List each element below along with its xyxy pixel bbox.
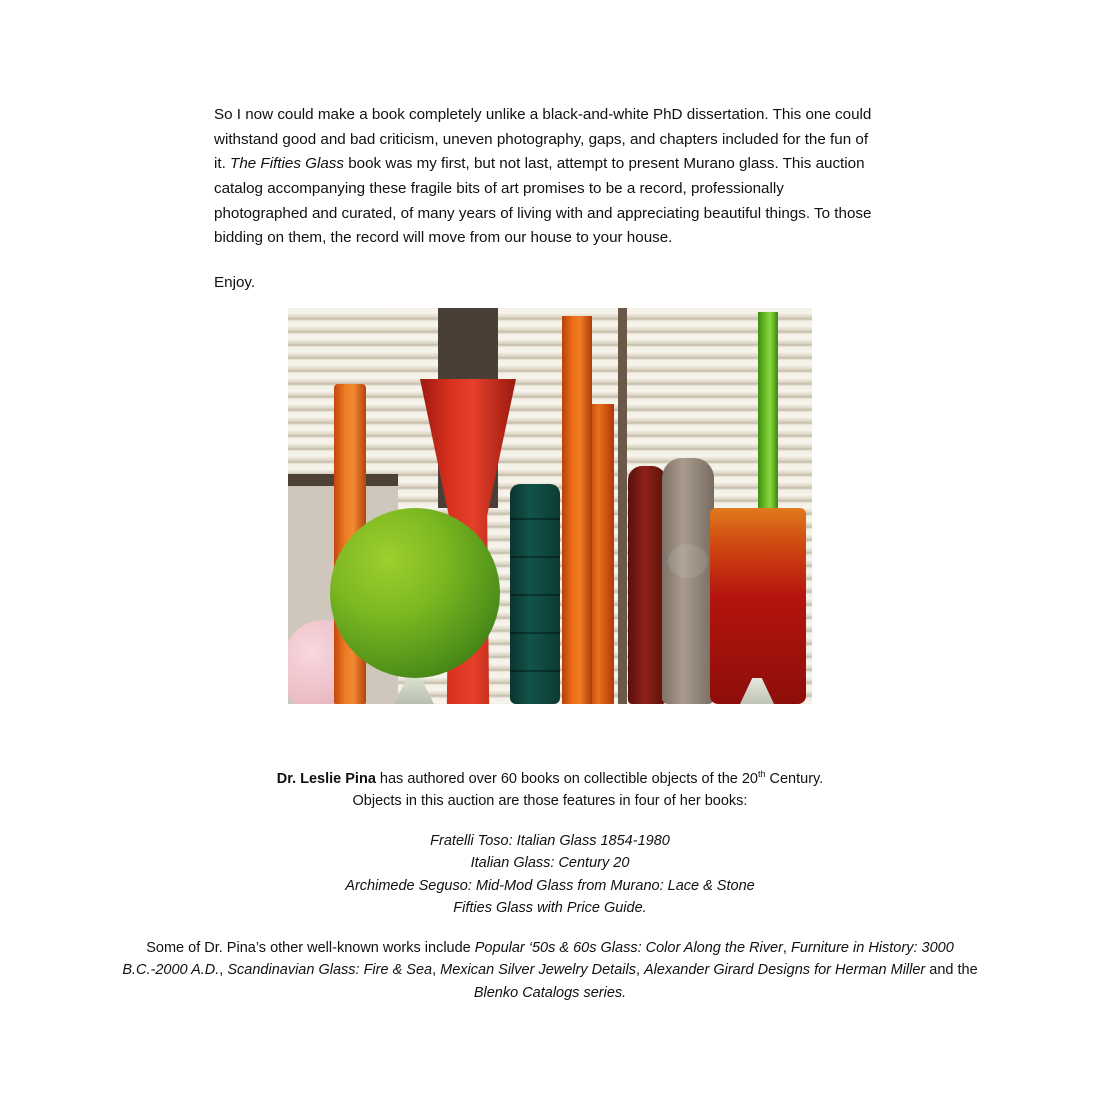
book-title-3: Archimede Seguso: Mid-Mod Glass from Murano: Lace & Stone (345, 877, 755, 894)
author-block (120, 768, 980, 813)
author-line (120, 768, 980, 790)
other-work-title-5: Alexander Girard Designs for Herman Miller (644, 962, 926, 979)
body-text-block (214, 88, 878, 311)
author-line-rest: has authored over 60 books on collectible objects of the 20 (375, 771, 758, 787)
teal-ribbed-vase (510, 484, 560, 704)
paragraph-intro (214, 103, 878, 251)
other-work-title-1: Popular ‘50s & 60s Glass: Color Along the River (474, 939, 783, 956)
green-glass-sphere (330, 508, 500, 678)
author-line-end: Century. (765, 771, 824, 787)
author-name: Dr. Leslie Pina (276, 771, 376, 787)
objects-line: Objects in this auction are those features in four of her books: (352, 793, 748, 810)
other-works-tail: series. (579, 984, 627, 1001)
other-works-sep-4: , (635, 962, 645, 979)
book-title-1: Fratelli Toso: Italian Glass 1854-1980 (430, 832, 670, 849)
text-run-2: book was my first, but not last, attempt to present Murano glass. This auction catalog accompanying these fragile bits of art promises to be a record, professionally photographed and curated, of many years of living with and appreciating beautiful things. To those bidding on them, the record will move from our house to your house. (214, 155, 872, 247)
other-work-title-4: Mexican Silver Jewelry Details (440, 962, 636, 979)
other-works-sep-1: , (782, 939, 791, 956)
other-work-title-6: Blenko Catalogs (473, 984, 580, 1001)
book-title-4: Fifties Glass with Price Guide. (453, 900, 647, 917)
window-frame-right (618, 308, 627, 704)
other-work-title-3: Scandinavian Glass: Fire & Sea (227, 962, 433, 979)
dark-red-vase (628, 466, 666, 704)
other-work-title-2: Furniture in History: 3000 B.C.-2000 A.D. (122, 939, 954, 979)
text-run-1: So I now could make a book completely unlike a black-and-white PhD dissertation. This one could withstand good and bad criticism, uneven photography, gaps, and chapters included for the fun of it. (214, 106, 872, 173)
book-titles-list (120, 830, 980, 920)
ordinal-suffix: th (757, 769, 766, 780)
orange-tall-cylinder (562, 316, 592, 704)
other-works-lead: Some of Dr. Pina’s other well-known works include (146, 939, 475, 956)
glass-collection-photo (288, 308, 812, 704)
photo-canvas (288, 308, 812, 704)
book-title-2: Italian Glass: Century 20 (470, 855, 630, 872)
book-title-fifties-glass: The Fifties Glass (230, 155, 344, 173)
red-orange-tumbler (710, 508, 806, 704)
taupe-baluster-vase (662, 458, 714, 704)
other-works-sep-3: , (432, 962, 441, 979)
other-works-sep-2: , (219, 962, 228, 979)
other-works-block (120, 937, 980, 1004)
other-works-mid: and the (925, 962, 978, 979)
credits-block (120, 768, 980, 1004)
paragraph-enjoy: Enjoy. (214, 273, 256, 291)
